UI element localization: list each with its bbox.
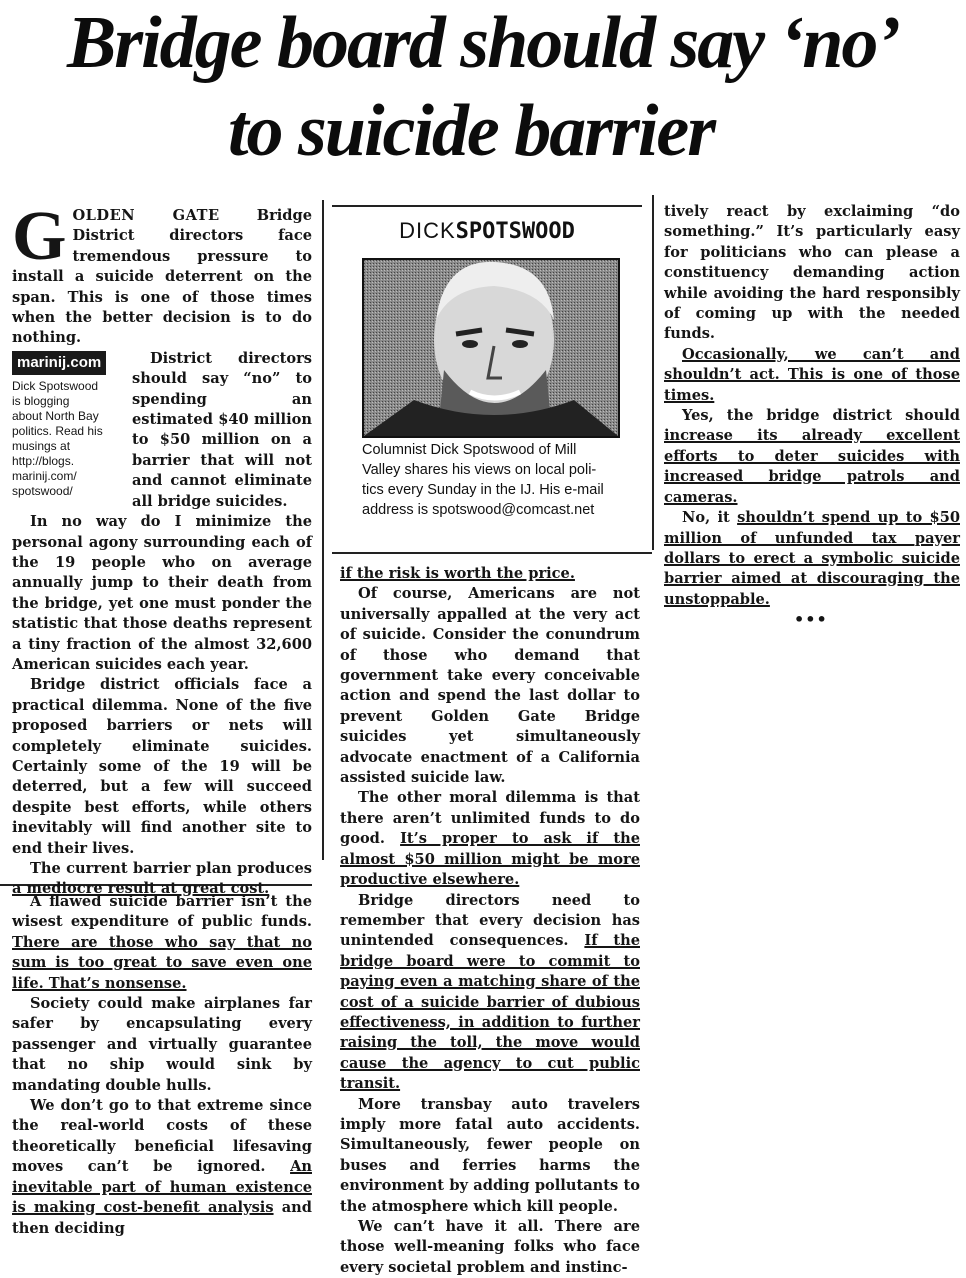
column-box-top-rule	[332, 205, 642, 207]
sidebar-line: politics. Read his	[12, 424, 103, 439]
p6-text: A flawed suicide barrier isn’t the wisest expenditure of public funds.	[12, 893, 312, 931]
sidebar-line: marinij.com/	[12, 469, 77, 484]
caption-line: address is spotswood@comcast.net	[362, 502, 595, 518]
c2p3-text: The other moral dilemma is that there aren’t unlimited funds to do good.	[340, 789, 640, 848]
caption-line: tics every Sunday in the IJ. His e-mail	[362, 482, 604, 498]
photo-caption	[362, 440, 622, 520]
article-column-1	[12, 198, 312, 900]
c2-paragraph-3	[340, 788, 640, 890]
paragraph-8	[12, 1096, 312, 1239]
c2p4-text: Bridge directors need to remember that every decision has unintended consequences.	[340, 891, 640, 950]
lead-caps: OLDEN GATE	[72, 207, 220, 224]
p8-underlined: An inevitable part of human existence is making cost-benefit analysis	[12, 1158, 312, 1217]
paragraph-7: Society could make airplanes far safer by encapsulating every passenger and virtually guarantee that no ship would sink by mandating double hulls.	[12, 995, 312, 1094]
sidebar-line: http://blogs.	[12, 454, 75, 469]
c3p3-underlined: increase its already excellent efforts to deter suicides with increased bridge patrols and cameras.	[664, 427, 960, 506]
columnist-byline	[332, 218, 642, 244]
sidebar-text	[12, 379, 122, 499]
p6-underlined: There are those who say that no sum is too great to save even one life. That’s nonsense.	[12, 933, 312, 992]
c3p4-text: No, it	[682, 509, 738, 527]
c3-paragraph-3	[664, 406, 960, 508]
box-bottom-rule	[332, 552, 652, 554]
byline-last: SPOTSWOOD	[455, 219, 575, 244]
portrait-image	[364, 260, 618, 436]
p8-text: We don’t go to that extreme since the real-world costs of these theoretically beneficial lifesaving moves can’t be ignored.	[12, 1097, 312, 1176]
c3-paragraph-4	[664, 508, 960, 610]
end-mark: •••	[794, 610, 828, 630]
c2-paragraph-1: if the risk is worth the price.	[340, 565, 575, 582]
paragraph-1: Bridge District directors face tremendous pressure to install a suicide deterrent on the span. This is one of those times when the better decision is to do nothing.	[12, 207, 312, 347]
c2p3-underlined: It’s proper to ask if the almost $50 million might be more productive elsewhere.	[340, 830, 640, 889]
caption-line: Columnist Dick Spotswood of Mill	[362, 442, 577, 458]
c3p3-text: Yes, the bridge district should	[682, 407, 960, 425]
drop-cap: G	[12, 198, 67, 275]
c2-paragraph-2: Of course, Americans are not universally appalled at the very act of suicide. Consider the conundrum of those who demand that government take every conceivable action and spend the last dollar to prevent Golden Gate Bridge suicides yet simultaneously advocate enactment of a California assisted suicide law.	[340, 585, 640, 787]
paragraph-4: Bridge district officials face a practical dilemma. None of the five proposed barriers or nets will completely eliminate suicides. Certainly some of the 19 will be deterred, but a few will succeed despite best efforts, while others inevitably will find another site to end their lives.	[12, 676, 312, 857]
byline-first: DICK	[399, 218, 456, 243]
c2-paragraph-6: We can’t have it all. There are those well-meaning folks who face every societal problem and instinc-	[340, 1218, 640, 1276]
paragraph-2: District directors should say “no” to spending an estimated $40 million to $50 million on a barrier that will not and cannot eliminate all bridge suicides.	[132, 349, 312, 510]
paragraph-3: In no way do I minimize the personal agony surrounding each of the 19 people who on average annually jump to their death from the bridge, yet one must ponder the statistic that those deaths represent a tiny fraction of the almost 32,600 American suicides each year.	[12, 513, 312, 673]
sidebar-line: about North Bay	[12, 409, 99, 424]
p5-underlined: a mediocre result at great cost.	[12, 880, 270, 898]
columnist-photo	[362, 258, 620, 438]
c3p4-underlined: shouldn’t spend up to $50 million of unfunded tax payer dollars to erect a symbolic suicide barrier aimed at discouraging the unstoppable.	[664, 509, 960, 608]
article-column-2	[340, 564, 640, 1278]
article-column-1b	[12, 892, 312, 1239]
sidebar-line: is blogging	[12, 394, 70, 409]
p5-text: The current barrier plan produces	[30, 860, 312, 877]
c2-paragraph-4	[340, 891, 640, 1095]
headline-line-2: to suicide barrier	[227, 90, 715, 172]
sidebar-line: musings at	[12, 439, 71, 454]
column-rule-1	[322, 200, 324, 860]
caption-line: Valley shares his views on local poli-	[362, 462, 597, 478]
marinij-badge: marinij.com	[12, 351, 106, 375]
sidebar-line: Dick Spotswood	[12, 379, 99, 394]
p8-tail: and then deciding	[12, 1199, 312, 1237]
c2-paragraph-5: More transbay auto travelers imply more fatal auto accidents. Simultaneously, fewer people on buses and ferries harms the environment by adding pollutants to the atmosphere which kill people.	[340, 1095, 640, 1215]
c3-paragraph-2: Occasionally, we can’t and shouldn’t act. This is one of those times.	[664, 345, 960, 404]
c2p4-underlined: If the bridge board were to commit to paying even a matching share of the cost of a suicide barrier of dubious effectiveness, in addition to further raising the toll, the move would cause the agency to cut public transit.	[340, 932, 640, 1093]
article-column-3	[664, 202, 960, 631]
sidebar-line: spotswood/	[12, 484, 73, 499]
c3-paragraph-1: tively react by exclaiming “do something.” It’s particularly easy for politicians who can please a constituency demanding action while avoiding the hard responsibly of coming up with the needed funds.	[664, 203, 960, 343]
paragraph-6	[12, 892, 312, 994]
headline-line-1: Bridge board should say ‘no’	[66, 2, 900, 84]
blog-sidebar	[12, 351, 122, 499]
column-rule-2	[652, 195, 654, 550]
